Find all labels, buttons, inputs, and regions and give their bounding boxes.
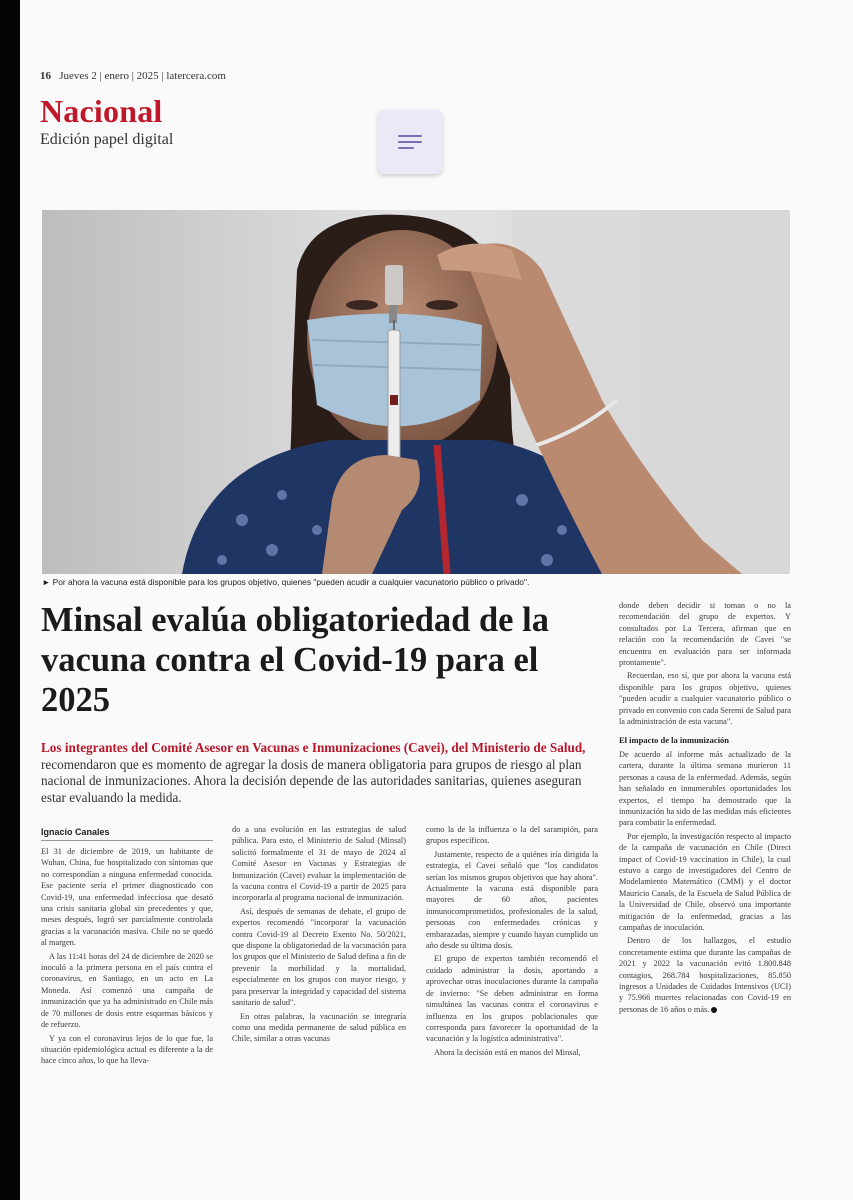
- paragraph: donde deben decidir si toman o no la recomendación del grupo de expertos. Y consultados por La Tercera, afirman que en relación con la recomendación de Cavei "se encuentra en evaluación para ser informada prontamente".: [619, 601, 791, 668]
- article-headline: Minsal evalúa obligatoriedad de la vacuna contra el Covid-19 para el 2025: [41, 601, 549, 719]
- paragraph: De acuerdo al informe más actualizado de la cartera, durante la última semana murieron 11 personas a causa de la enfermedad. Además, según han señalado en innumerables oportunidades los expertos, el tiempo ha demostrado que la inmunización ha sido de las medidas más eficientes para combatir la enfermedad.: [619, 749, 791, 828]
- deck-text: recomendaron que es momento de agregar la dosis de manera obligatoria para grupos de riesgo al plan nacional de inmunizaciones. Ahora la decisión depende de las autoridades sanitarias, quienes aseguran estar evaluando la medida.: [41, 756, 582, 805]
- running-header: [40, 70, 226, 82]
- article-column-1: [41, 846, 213, 1069]
- paragraph: [619, 935, 791, 1015]
- paragraph: do a una evolución en las estrategias de salud pública. Para esto, el Ministerio de Salud (Minsal) solicitó formalmente el 31 de mayo de 2024 al Comité Asesor en Vacunas y Estrategias de Inmunización (Cavei) evaluar la implementación de la vacuna contra el Covid-19 a partir de 2025 para incorporarla al programa nacional de inmunización.: [232, 825, 406, 903]
- paragraph: En otras palabras, la vacunación se integraría como una medida permanente de salud pública en Chile, similar a otras vacunas: [232, 1011, 406, 1044]
- paragraph: Y ya con el coronavirus lejos de lo que fue, la situación epidemiológica actual es diferente a la de hace cinco años, lo que ha lleva-: [41, 1033, 213, 1066]
- subheading: El impacto de la inmunización: [619, 735, 730, 746]
- article-column-4: [619, 600, 791, 1017]
- paragraph: El 31 de diciembre de 2019, un habitante de Wuhan, China, fue hospitalizado con síntomas que no correspondían a ninguna enfermedad conocida. Ese paciente sería el primer diagnosticado con Covid-19, una enfermedad infecciosa que desató una crisis sanitaria global sin precedentes y que, meses después, logró ser parcialmente controlada gracias a la vacunación masiva. Chile no se quedó al margen.: [41, 847, 213, 948]
- menu-button[interactable]: [378, 110, 442, 174]
- hamburger-menu-icon: [397, 133, 423, 151]
- issue-date: Jueves 2 | enero | 2025 | latercera.com: [59, 70, 226, 82]
- article-column-2: [232, 824, 406, 1047]
- edition-label: Edición papel digital: [40, 131, 174, 148]
- paragraph: Ahora la decisión está en manos del Minsal,: [434, 1047, 581, 1057]
- byline: Ignacio Canales: [41, 827, 213, 841]
- article-column-3: [426, 824, 598, 1060]
- photo-caption: ► Por ahora la vacuna está disponible para los grupos objetivo, quienes "pueden acudir a cualquier vacunatorio público o privado".: [42, 577, 530, 587]
- paragraph: como la de la influenza o la del sarampión, para grupos específicos.: [426, 825, 598, 846]
- paragraph: Recuerdan, eso sí, que por ahora la vacuna está disponible para los grupos objetivo, quienes "pueden acudir a cualquier vacunatorio público o privado en convenio con cada Seremi de Salud para la administración de esta vacuna".: [619, 671, 791, 727]
- paragraph: Así, después de semanas de debate, el grupo de expertos recomendó "incorporar la vacunación contra Covid-19 al Decreto Exento No. 50/2021, que dispone la obligatoriedad de la vacunación para los grupos que el Ministerio de Salud defina a fin de prevenir la morbilidad y la mortalidad, especialmente en los grupos con mayor riesgo, y para preservar la integridad y capacidad del sistema sanitario de salud".: [232, 906, 406, 1008]
- vaccine-photo: [42, 210, 790, 574]
- paragraph-text: Dentro de los hallazgos, el estudio concretamente estima que durante las campañas de 2021 y 2022 la vacunación evitó 1.800.848 contagios, 268.784 hospitalizaciones, 85.850 ingresos a Unidades de Cuidados Intensivos (UCI) y 75.966 muertes relacionadas con Covid-19 en personas de 16 años o más.: [619, 936, 791, 1014]
- paragraph: A las 11:41 horas del 24 de diciembre de 2020 se inoculó a la primera persona en el país contra el coronavirus, en Santiago, en un acto en La Moneda. Así comenzó una campaña de inmunización que ya ha administrado en Chile más de 70 millones de dosis entre esquemas básicos y de refuerzo.: [41, 951, 213, 1030]
- paragraph: El grupo de expertos también recomendó el cuidado administrar la dosis, aportando a aprovechar otras inoculaciones durante la campaña de invierno: "Se deben administrar en forma simultánea las vacunas contra el coronavirus e influenza en los grupos poblacionales que corresponda para favorecer la oportunidad de la vacunación y la logística administrativa".: [426, 954, 598, 1044]
- paragraph: Justamente, respecto de a quiénes iría dirigida la estrategia, el Cavei señaló que "los candidatos serían los mismos grupos objetivos que hay ahora". Actualmente la vacuna está disponible para mayores de 60 años, pacientes inmunocomprometidos, profesionales de la salud, personas con enfermedades crónicas y embarazadas, siempre y cuando hayan cumplido un año desde su última dosis.: [426, 849, 598, 951]
- deck-lead: Los integrantes del Comité Asesor en Vacunas e Inmunizaciones (Cavei), del Ministerio de Salud,: [41, 740, 586, 755]
- page-number: 16: [40, 70, 51, 82]
- paragraph: Por ejemplo, la investigación respecto al impacto de la campaña de vacunación en Chile (Direct impact of Covid-19 vaccination in Chile), la cual estuvo a cargo de investigadores del Centro de Modelamiento Matemático (CMM) y el doctor Mauricio Canals, de la Escuela de Salud Pública de la Universidad de Chile, observó una importante mitigación de la enfermedad, gracias a las campañas de inoculación.: [619, 831, 791, 932]
- article-deck: [41, 740, 601, 806]
- dark-page-edge: [0, 0, 20, 1200]
- section-title: Nacional: [40, 93, 163, 129]
- end-of-article-icon: [711, 1007, 717, 1013]
